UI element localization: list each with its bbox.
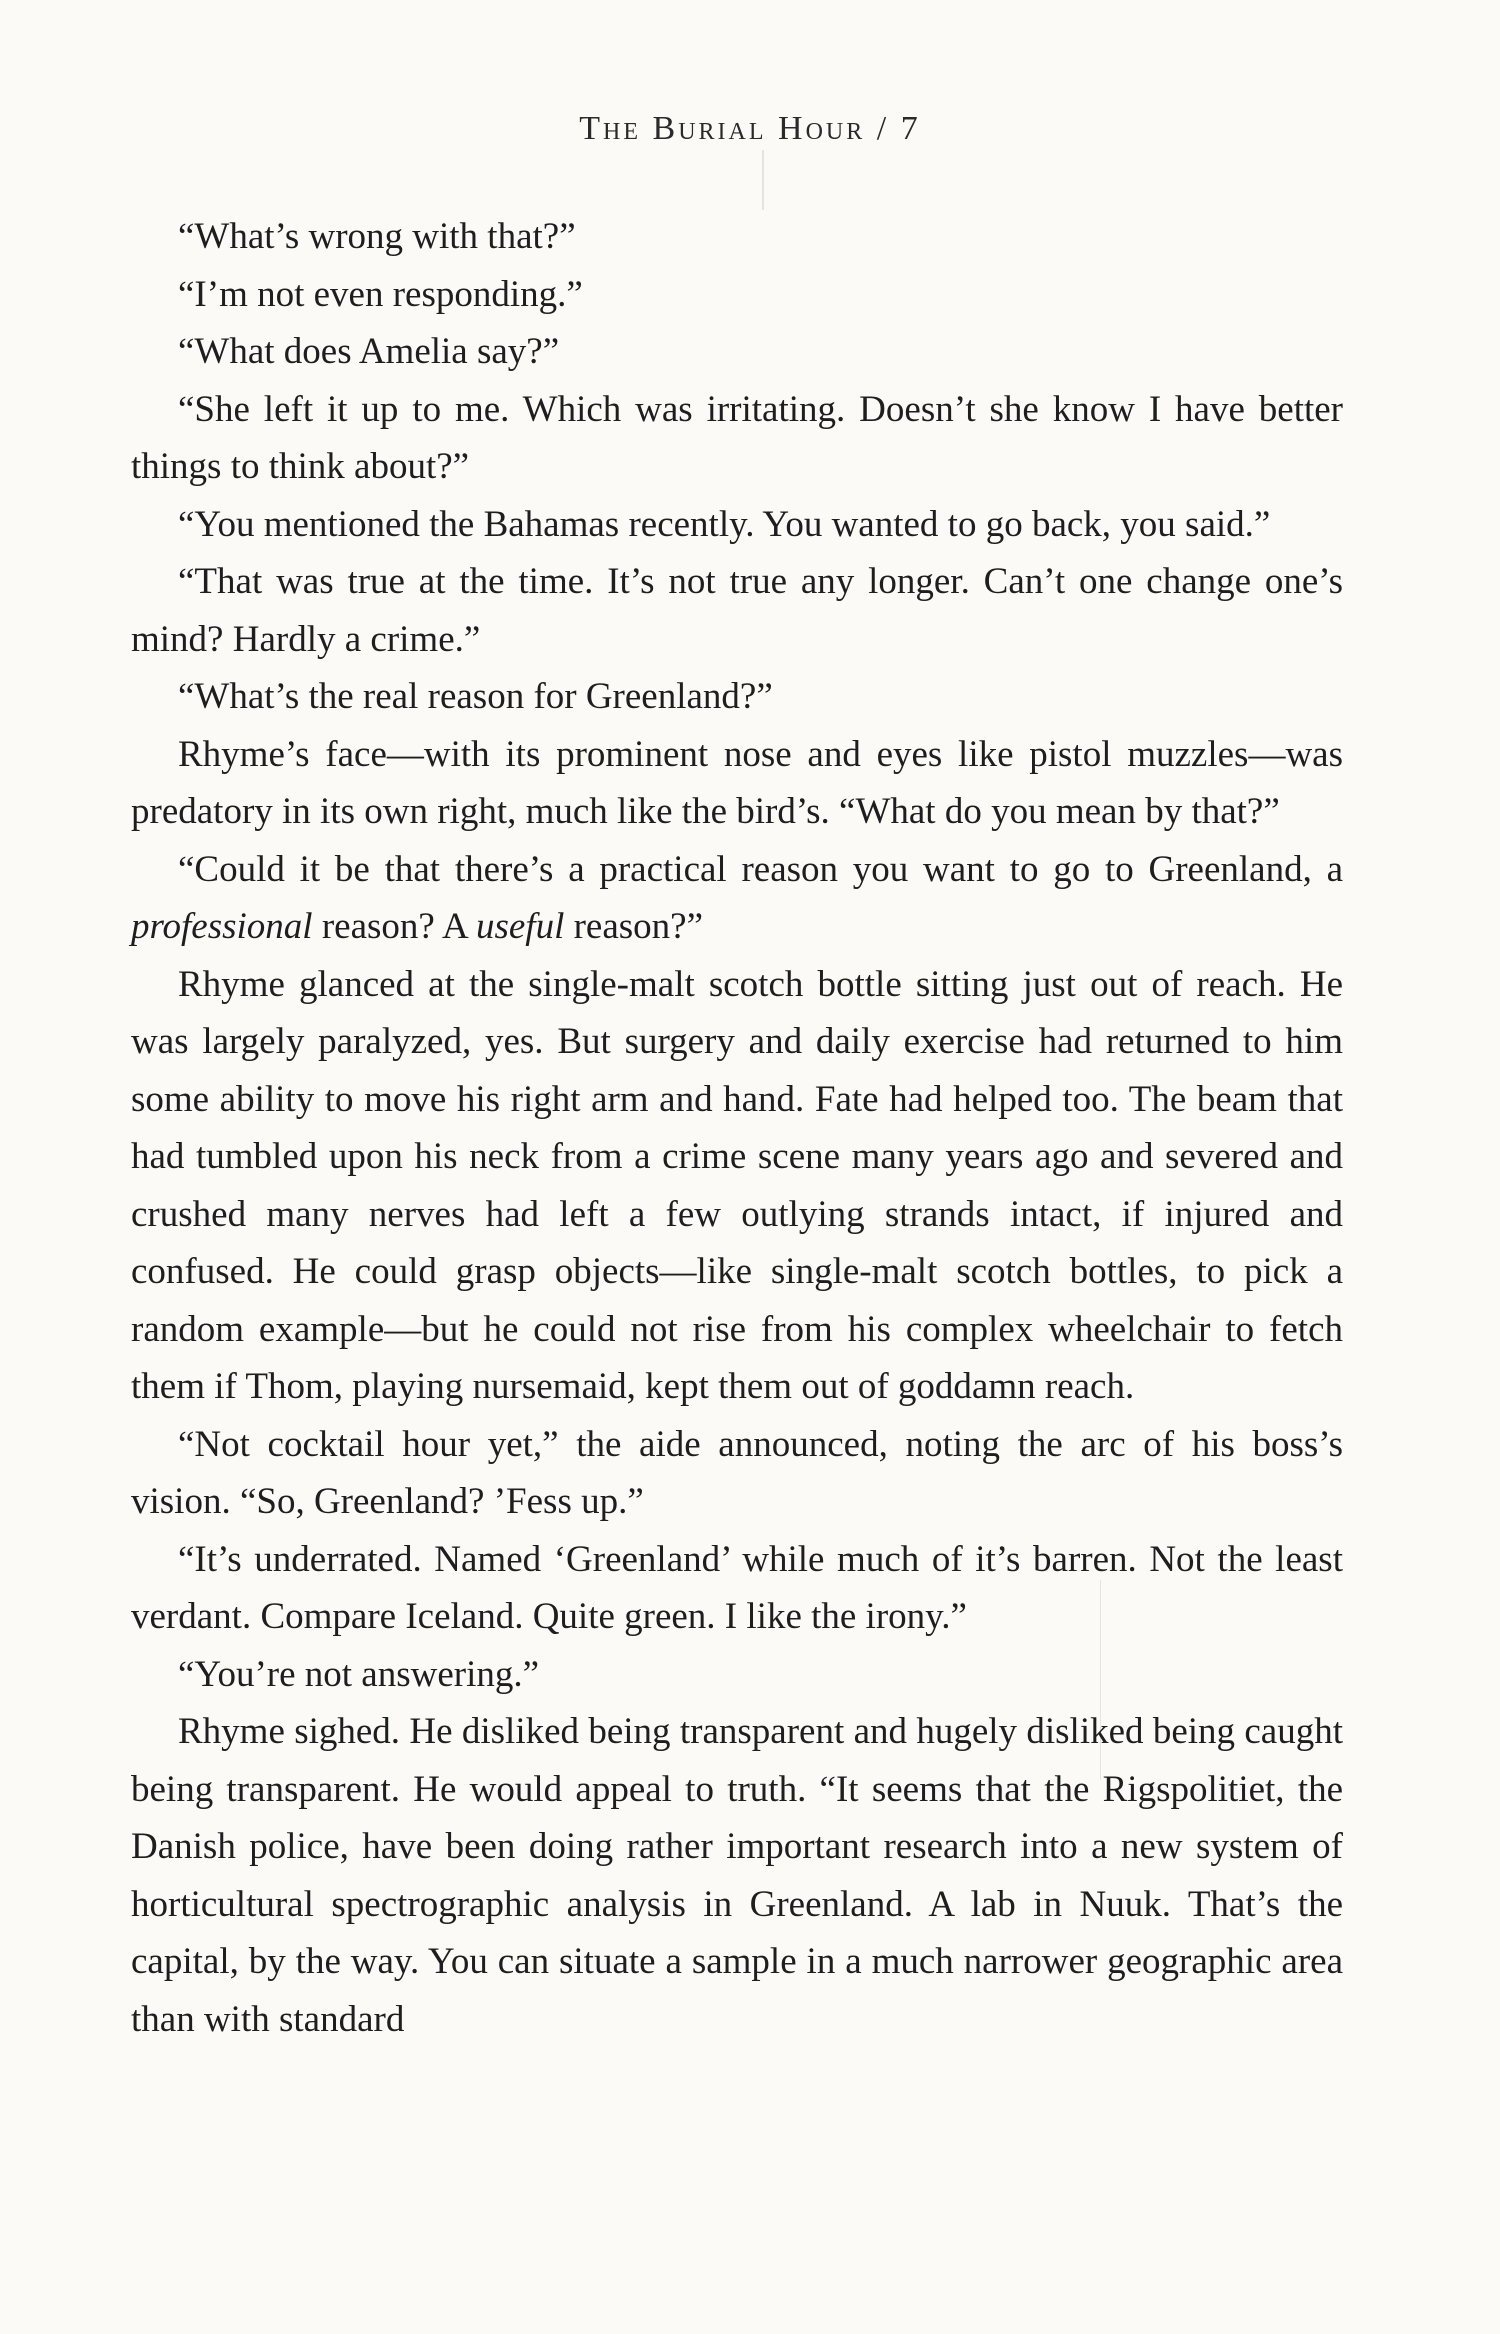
paragraph: “She left it up to me. Which was irritating. Doesn’t she know I have better things to think about?” bbox=[131, 388, 1343, 487]
body-text bbox=[131, 208, 1343, 2048]
paragraph: “You’re not answering.” bbox=[178, 1653, 540, 1695]
paragraph: “I’m not even responding.” bbox=[178, 273, 583, 315]
paragraph: Rhyme sighed. He disliked being transparent and hugely disliked being caught being transparent. He would appeal to truth. “It seems that the Rigspolitiet, the Danish police, have been doing rather important research into a new system of horticultural spectrographic analysis in Greenland. A lab in Nuuk. That’s the capital, by the way. You can situate a sample in a much narrower geographic area than with standard bbox=[131, 1711, 1343, 2040]
paragraph-text: reason?” bbox=[564, 906, 704, 947]
running-header: The Burial Hour / 7 bbox=[579, 110, 921, 147]
paragraph: “What does Amelia say?” bbox=[178, 331, 560, 372]
paragraph: “It’s underrated. Named ‘Greenland’ while much of it’s barren. Not the least verdant. Compare Iceland. Quite green. I like the irony.” bbox=[131, 1538, 1343, 1637]
paragraph: Rhyme glanced at the single-malt scotch bottle sitting just out of reach. He was largely paralyzed, yes. But surgery and daily exercise had returned to him some ability to move his right arm and hand. Fate had helped too. The beam that had tumbled upon his neck from a crime scene many years ago and severed and crushed many nerves had left a few outlying strands intact, if injured and confused. He could grasp objects—like single-malt scotch bottles, to pick a random example—but he could not rise from his complex wheelchair to fetch them if Thom, playing nursemaid, kept them out of goddamn reach. bbox=[131, 963, 1343, 1407]
paragraph: “That was true at the time. It’s not true any longer. Can’t one change one’s mind? Hardly a crime.” bbox=[131, 561, 1343, 660]
scan-artifact bbox=[762, 150, 764, 210]
paragraph: “Not cocktail hour yet,” the aide announced, noting the arc of his boss’s vision. “So, Greenland? ’Fess up.” bbox=[131, 1423, 1343, 1522]
paragraph: Rhyme’s face—with its prominent nose and eyes like pistol muzzles—was predatory in its own right, much like the bird’s. “What do you mean by that?” bbox=[131, 733, 1343, 832]
paragraph-text: reason? A bbox=[312, 906, 476, 947]
paragraph: “You mentioned the Bahamas recently. You wanted to go back, you said.” bbox=[178, 503, 1271, 545]
paragraph-text: “Could it be that there’s a practical reason you want to go to Greenland, a bbox=[178, 848, 1343, 890]
paragraph bbox=[131, 841, 1343, 956]
paragraph: “What’s the real reason for Greenland?” bbox=[178, 676, 773, 717]
emphasis-text: useful bbox=[475, 906, 565, 947]
emphasis-text: professional bbox=[131, 906, 313, 947]
paragraph: “What’s wrong with that?” bbox=[178, 216, 576, 257]
